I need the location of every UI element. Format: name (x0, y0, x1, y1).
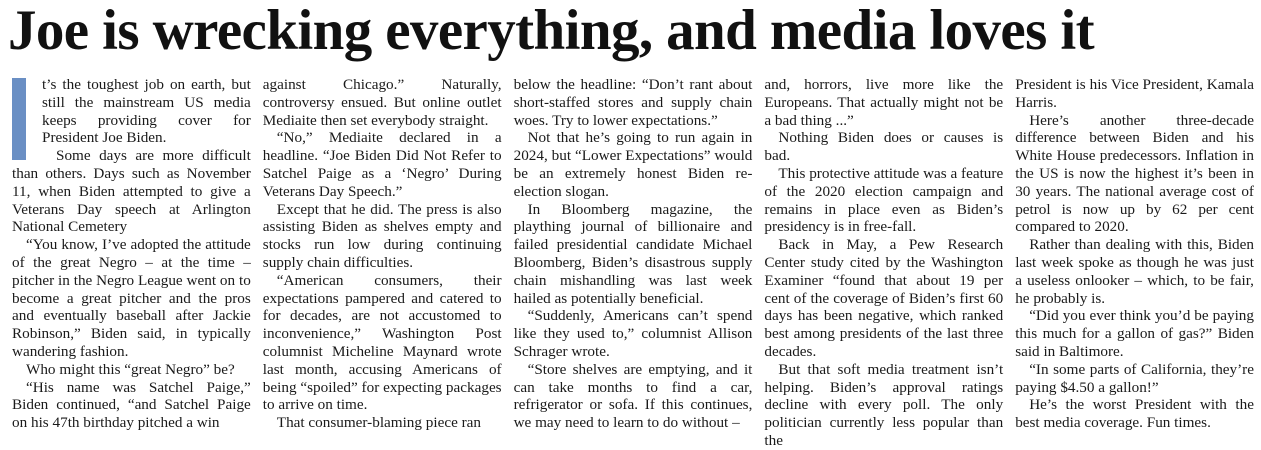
paragraph: “No,” Mediaite declared in a headline. “Joe Biden Did Not Refer to Satchel Paige as a ‘Negro’ During Veterans Day Speech.” (262, 129, 502, 200)
paragraph: and, horrors, live more like the Europeans. That actually might not be a bad thing ...” (764, 76, 1004, 129)
paragraph: t’s the toughest job on earth, but still the mainstream US media keeps providing cover for President Joe Biden. (42, 76, 251, 147)
paragraph: But that soft media treatment isn’t helping. Biden’s approval ratings decline with every poll. The only politician currently less popular than the (764, 360, 1004, 449)
paragraph: “You know, I’ve adopted the attitude of the great Negro – at the time – pitcher in the Negro League went on to become a great pitcher and the pros and eventually baseball after Jackie Robinson,” Biden said, in typically wandering fashion. (12, 236, 251, 360)
paragraph: “His name was Satchel Paige,” Biden continued, “and Satchel Paige on his 47th birthday pitched a win (12, 378, 251, 432)
paragraph: He’s the worst President with the best media coverage. Fun times. (1015, 396, 1254, 432)
article-column-5 (1015, 76, 1254, 432)
paragraph: “In some parts of California, they’re paying $4.50 a gallon!” (1015, 360, 1254, 396)
paragraph: Rather than dealing with this, Biden last week spoke as though he was just a useless onlooker – which, to be fair, he probably is. (1015, 236, 1254, 307)
paragraph: This protective attitude was a feature of the 2020 election campaign and remains in place even as Biden’s presidency is in free-fall. (764, 164, 1004, 236)
paragraph: “Did you ever think you’d be paying this much for a gallon of gas?” Biden said in Baltimore. (1015, 307, 1254, 360)
paragraph: In Bloomberg magazine, the plaything journal of billionaire and failed presidential candidate Michael Bloomberg, Biden’s disastrous supply chain mishandling was last week hailed as potentially beneficial. (513, 200, 753, 307)
paragraph: against Chicago.” Naturally, controversy ensued. But online outlet Mediaite then set everybody straight. (262, 76, 502, 129)
paragraph: “Suddenly, Americans can’t spend like they used to,” columnist Allison Schrager wrote. (513, 307, 753, 360)
article-column-3 (513, 76, 753, 432)
paragraph: “Store shelves are emptying, and it can take months to find a car, refrigerator or sofa. If this continues, we may need to learn to do without – (513, 360, 753, 432)
paragraph: below the headline: “Don’t rant about short-staffed stores and supply chain woes. Try to lower expectations.” (513, 76, 753, 129)
paragraph: President is his Vice President, Kamala Harris. (1015, 76, 1254, 111)
article-body (12, 76, 1254, 449)
paragraph: That consumer-blaming piece ran (276, 414, 482, 432)
paragraph: Nothing Biden does or causes is bad. (764, 129, 1004, 165)
paragraph: Who might this “great Negro” be? (26, 360, 235, 378)
paragraph: Back in May, a Pew Research Center study cited by the Washington Examiner “found that about 19 per cent of the coverage of Biden’s first 60 days has been negative, which ranked best among presidents of the last three decades. (764, 236, 1004, 360)
drop-cap-wrapper (12, 78, 34, 160)
article-column-2 (262, 76, 502, 432)
headline: Joe is wrecking everything, and media loves it (8, 0, 1094, 62)
paragraph: Some days are more difficult than others. Days such as November 11, when Biden attempted to give a Veterans Day speech at Arlington National Cemetery (12, 147, 251, 236)
paragraph: “American consumers, their expectations pampered and catered to for decades, are not accustomed to inconvenience,” Washington Post columnist Micheline Maynard wrote last month, accusing Americans of being “spoiled” for expecting packages to arrive on time. (262, 271, 502, 414)
article-column-4 (764, 76, 1004, 449)
drop-cap-bar (12, 78, 26, 160)
paragraph: Not that he’s going to run again in 2024, but “Lower Expectations” would be an extremely honest Biden re-election slogan. (513, 129, 753, 200)
paragraph: Except that he did. The press is also assisting Biden as shelves empty and stocks run low during continuing supply chain difficulties. (262, 200, 502, 271)
paragraph: Here’s another three-decade difference between Biden and his White House predecessors. Inflation in the US is now the highest it’s been in 30 years. The national average cost of petrol is now up by 62 per cent compared to 2020. (1015, 111, 1254, 236)
article-column-1 (12, 76, 251, 432)
